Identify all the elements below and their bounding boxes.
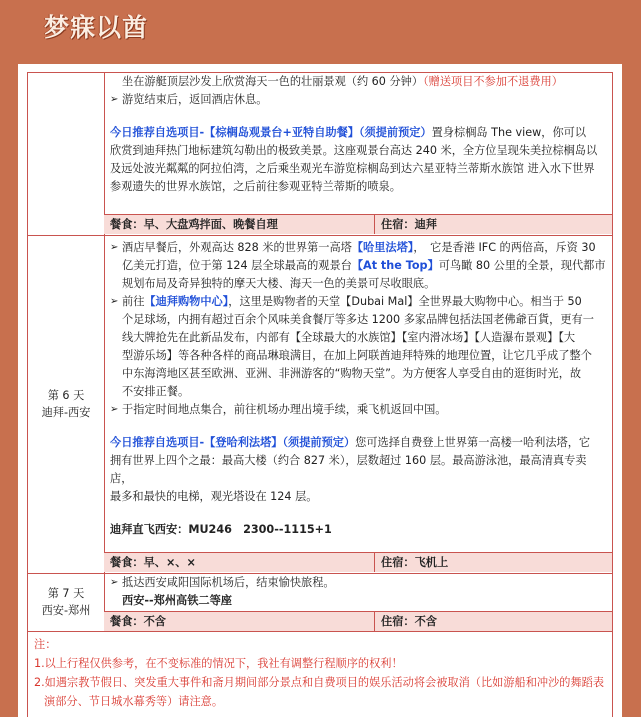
day6-airport-line: ➢ 于指定时间地点集合，前往机场办理出境手续，乘飞机返回中国。 [110, 401, 606, 419]
day7-train-info: 西安--郑州高铁二等座 [122, 594, 232, 607]
day6-label: 第 6 天 [47, 389, 85, 402]
day7-route: 西安-郑州 [41, 604, 91, 617]
day6-mall-paragraph: ➢ 前往【迪拜购物中心】，这里是购物者的天堂【Dubai Mal】全世界最大购物中心。相当于 50 个足球场，内拥有超过百余个风味美食餐厅等多达 1200 多家品牌包括法国老佛爺百貨，更有一 线大牌抢先在此新品发布，内部有【全球最大的水族馆】【室内滑冰场】【人造瀑布景观】【大 型游乐场】等各种各样的商品琳琅满目，在加上阿联酋迪拜特殊的地理位置，让它几乎成了整个 中东海湾地区甚至欧洲、亚洲、非洲游客的“购物天堂”。为方便客人享受自由的逛街时光，故 不安排正餐。 [110, 293, 606, 401]
note-item: 演部分、节日城水幕秀等）请注意。 [44, 695, 224, 708]
day5-meals-bar: 餐食：早、大盘鸡拌面、晚餐自理 住宿：迪拜 [104, 214, 612, 234]
day7-label-cell [28, 573, 105, 631]
day5-return-line: ➢ 游览结束后，返回酒店休息。 [110, 91, 606, 109]
day5-row [28, 73, 612, 236]
day5-recommendation: 今日推荐自选项目-【棕榈岛观景台+亚特自助餐】（须提前预定）置身棕榈岛 The view，你可以 欣赏到迪拜热门地标建筑勾勒出的极致美景。这座观景台高达 240 米，全方位呈现朱美拉棕榈岛以 及远处波光粼粼的阿拉伯湾，之后乘坐观光车游览棕榈岛到达六星亚特兰蒂斯水族馆 进入水下世界 参观遗失的世界水族馆，之后前往参观亚特兰蒂斯的喷泉。 [110, 126, 598, 193]
note-item: 2.如遇宗教节假日、突发重大事件和斋月期间部分景点和自费项目的娱乐活动将会被取消（比如游船和冲沙的舞蹈表 [34, 676, 605, 689]
day6-meals-bar: 餐食：早、×、× 住宿：飞机上 [104, 552, 612, 572]
day6-tower-paragraph: ➢ 酒店早餐后，外观高达 828 米的世界第一高塔【哈里法塔】， 它是香港 IFC 的两倍高，斥资 30 亿美元打造，位于第 124 层全球最高的观景台【At the Top】可鸟瞰 80 公里的全景，现代都市 规划布局及奇异独特的摩天大楼、海天一色的美景可尽收眼底。 [110, 239, 606, 293]
day5-yacht-line: 坐在游艇顶层沙发上欣赏海天一色的壮丽景观（约 60 分钟）（赠送项目不参加不退费用） [122, 75, 563, 88]
note-item: 1.以上行程仅供参考，在不变标准的情况下，我社有调整行程顺序的权利！ [34, 657, 403, 670]
day6-route: 迪拜-西安 [41, 406, 91, 419]
day7-meals-bar: 餐食：不含 住宿：不含 [104, 611, 612, 631]
day7-arrival-line: ➢ 抵达西安咸阳国际机场后，结束愉快旅程。 [110, 574, 606, 592]
day6-label-cell [28, 235, 105, 573]
day6-row [28, 235, 612, 574]
day7-label: 第 7 天 [47, 587, 85, 600]
itinerary-sheet [18, 64, 622, 717]
itinerary-table [27, 72, 613, 717]
day7-row [28, 573, 612, 632]
day5-label-cell [28, 73, 105, 235]
notes-title: 注： [34, 638, 57, 651]
brand-logo: 梦寐以酋 [44, 13, 149, 42]
notes-section [34, 635, 606, 711]
day6-recommendation: 今日推荐自选项目-【登哈利法塔】（须提前预定）您可选择自费登上世界第一高楼一哈利法塔，它 拥有世界上四个之最：最高大楼（约合 827 米），层数超过 160 层。最高游泳池，最高清真专卖店， 最多和最快的电梯，观光塔设在 124 层。 [110, 436, 591, 503]
day6-flight-info: 迪拜直飞西安：MU246 2300--1115+1 [110, 523, 332, 536]
